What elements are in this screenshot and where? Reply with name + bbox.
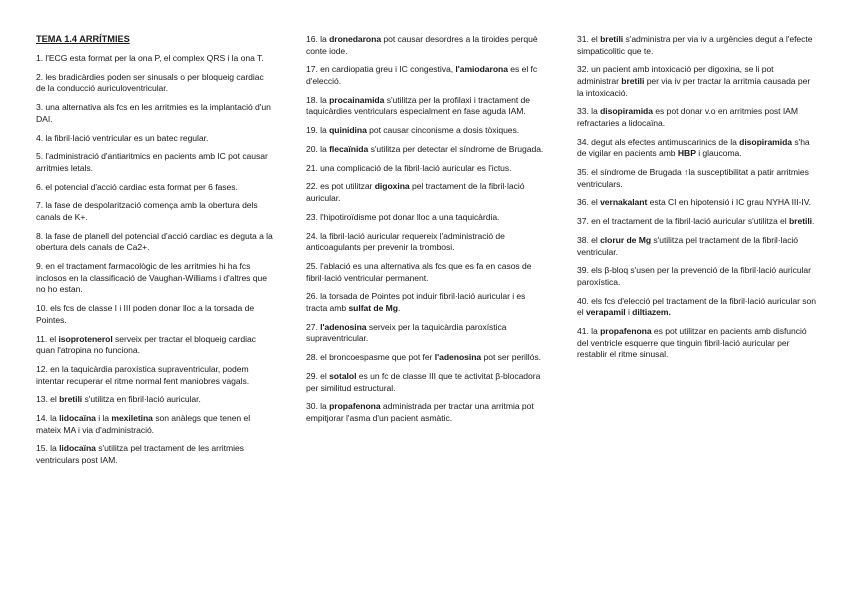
- statement-text: la: [320, 401, 330, 412]
- statement-text: la: [50, 413, 60, 424]
- statement-item: [306, 322, 544, 345]
- statement-item: [306, 212, 544, 224]
- statement-text: la fase de despolarització comença amb la obertura dels canals de K+.: [36, 200, 258, 223]
- statement-text: .: [812, 216, 815, 227]
- drug-name: HBP: [677, 148, 696, 159]
- statement-number: 36.: [577, 197, 589, 208]
- statement-text: la fibril·lació ventricular es un batec regular.: [45, 132, 209, 143]
- statement-item: [577, 296, 817, 319]
- statement-item: [36, 334, 274, 357]
- statement-item: [36, 182, 274, 194]
- statement-text: la: [320, 125, 330, 136]
- statement-item: [36, 200, 274, 223]
- drug-name: sotalol: [329, 370, 357, 381]
- statement-item: [306, 352, 544, 364]
- statement-text: i: [625, 307, 633, 318]
- statement-item: [306, 34, 544, 57]
- statement-text: pel tractament de la fibril·lació auricular.: [306, 181, 525, 204]
- statement-number: 34.: [577, 136, 589, 147]
- statement-text: els fcs de classe I i III poden donar lloc a la torsada de Pointes.: [36, 303, 255, 325]
- statement-text: l'hipotiroïdisme pot donar lloc a una taquicàrdia.: [320, 211, 500, 222]
- statement-text: la: [320, 94, 330, 105]
- statement-number: 7.: [36, 200, 44, 211]
- statement-text: s'utilitza per detectar el síndrome de Brugada.: [368, 143, 544, 154]
- statement-number: 16.: [306, 34, 318, 44]
- statement-text: administrada per tractar una arritmia pot empitjorar l'asma d'un pacient asmàtic.: [306, 401, 534, 423]
- statement-text: les bradicàrdies poden ser sinusals o per bloqueig cardiac de la conducció auriculoventricular.: [36, 71, 264, 94]
- statement-item: [577, 235, 817, 258]
- statement-item: [36, 72, 274, 95]
- statement-number: 19.: [306, 125, 318, 136]
- statement-number: 8.: [36, 230, 44, 241]
- statement-item: [36, 102, 274, 125]
- statement-number: 14.: [36, 413, 48, 424]
- statement-number: 6.: [36, 181, 44, 192]
- statement-number: 1.: [36, 53, 44, 63]
- statement-text: una alternativa als fcs en les arritmies es la implantació d'un DAI.: [36, 102, 271, 124]
- statement-text: la: [320, 34, 330, 44]
- statement-text: en el tractament farmacològic de les arritmies hi ha fcs inclosos en la classificació de Vaughan-Williams i d'altres que no ho estan.: [36, 261, 267, 295]
- statement-text: l'administració d'antiaritmics en pacients amb IC pot causar arritmies letals.: [36, 151, 268, 173]
- drug-name: vernakalant: [600, 197, 648, 208]
- statement-text: degut als efectes antimuscarinics de la: [591, 136, 740, 147]
- column-3: [577, 34, 817, 368]
- statement-text: el potencial d'acció cardiac esta format per 6 fases.: [45, 181, 238, 192]
- drug-name: digoxina: [374, 181, 410, 192]
- statement-text: es pot utilitzar en pacients amb disfunció del ventricle esquerre que tinguin fibril·lació auricular per restablir el ritme sinusal.: [577, 326, 807, 360]
- statement-text: pot causar desordres a la tiroides perquè conte iode.: [306, 34, 538, 56]
- drug-name: bretili: [600, 34, 624, 44]
- statement-text: el síndrome de Brugada ↑la susceptibilitat a patir arritmies ventriculars.: [577, 167, 809, 189]
- drug-name: procainamida: [329, 94, 385, 105]
- statement-text: es pot donar v.o en arritmies post IAM refractaries a lidocaïna.: [577, 106, 798, 128]
- drug-name: lidocaïna: [59, 443, 96, 454]
- drug-name: verapamil: [585, 307, 626, 318]
- statement-item: [36, 364, 274, 387]
- statement-item: [36, 133, 274, 145]
- drug-name: propafenona: [329, 401, 381, 412]
- statement-item: [36, 413, 274, 436]
- column-2: [306, 34, 544, 432]
- statement-number: 24.: [306, 230, 318, 241]
- statement-item: [577, 216, 817, 228]
- statement-number: 35.: [577, 167, 589, 178]
- statement-text: un pacient amb intoxicació per digoxina, se li pot administrar: [577, 64, 774, 86]
- statement-item: [306, 181, 544, 204]
- statement-number: 37.: [577, 216, 589, 227]
- statement-text: l'ablació es una alternativa als fcs que es fa en casos de fibril·lació ventricular permanent.: [306, 261, 532, 283]
- statement-number: 13.: [36, 394, 48, 405]
- statement-number: 25.: [306, 261, 318, 271]
- statement-item: [306, 371, 544, 394]
- drug-name: quinidina: [329, 125, 367, 136]
- statement-number: 17.: [306, 64, 318, 75]
- drug-name: bretili: [621, 75, 645, 86]
- statement-text: en la taquicàrdia paroxística supraventricular, podem intentar recuperar el ritme normal fent maniobres vagals.: [36, 363, 250, 386]
- statement-item: [306, 261, 544, 284]
- drug-name: dronedarona: [329, 34, 382, 44]
- statement-item: [306, 144, 544, 156]
- statement-text: el: [591, 34, 601, 44]
- statement-number: 20.: [306, 143, 318, 154]
- statement-number: 30.: [306, 401, 318, 412]
- statement-text: els β-bloq s'usen per la prevenció de la fibril·lació auricular paroxística.: [577, 265, 811, 287]
- statement-item: [306, 401, 544, 424]
- statement-text: es un fc de classe III que te activitat β-blocadora per similitud estructural.: [306, 370, 541, 393]
- page-title: TEMA 1.4 ARRÍTMIES: [36, 34, 130, 44]
- statement-number: 21.: [306, 162, 318, 173]
- statement-text: el: [591, 235, 601, 246]
- statement-text: el: [591, 197, 601, 208]
- statement-text: es pot utilitzar: [320, 181, 375, 192]
- statement-text: la: [591, 326, 601, 337]
- column-1: [36, 34, 274, 474]
- statement-number: 33.: [577, 106, 589, 117]
- statement-item: [577, 167, 817, 190]
- statement-number: 29.: [306, 370, 318, 381]
- statement-text: s'ha de vigilar en pacients amb: [577, 136, 810, 159]
- statement-text: l'ECG esta format per la ona P, el complex QRS i la ona T.: [45, 53, 264, 63]
- statement-number: 22.: [306, 181, 318, 192]
- statement-item: [577, 34, 817, 57]
- statement-item: [577, 64, 817, 99]
- statement-number: 2.: [36, 71, 44, 82]
- statement-number: 10.: [36, 303, 48, 314]
- drug-name: sulfat de Mg: [348, 302, 398, 313]
- statement-number: 15.: [36, 443, 48, 454]
- statement-text: s'utilitza per la profilaxi i tractament de taquicàrdies ventriculars especialment en fase aguda IAM.: [306, 94, 530, 117]
- statement-text: la: [320, 143, 330, 154]
- statement-item: [306, 291, 544, 314]
- statement-number: 18.: [306, 94, 318, 105]
- statement-text: la fibril·lació auricular requereix l'administració de anticoagulants per prevenir la trombosi.: [306, 230, 505, 253]
- statement-number: 11.: [36, 333, 48, 344]
- statement-text: una complicació de la fibril·lació auricular es l'ictus.: [320, 162, 512, 173]
- drug-name: isoprotenerol: [58, 333, 113, 344]
- statement-number: 32.: [577, 64, 589, 75]
- drug-name: disopiramida: [600, 106, 653, 117]
- statement-number: 27.: [306, 321, 318, 332]
- statement-text: el broncoespasme que pot fer: [320, 352, 435, 363]
- statement-number: 5.: [36, 151, 44, 162]
- statement-item: [36, 231, 274, 254]
- statement-item: [306, 64, 544, 87]
- drug-name: lidocaïna: [59, 413, 96, 424]
- statement-item: [577, 326, 817, 361]
- statement-item: [306, 231, 544, 254]
- statement-text: el: [50, 394, 60, 405]
- drug-name: l'adenosina: [434, 352, 482, 363]
- statement-item: [577, 137, 817, 160]
- statement-text: s'utilitza pel tractament de la fibril·lació ventricular.: [577, 235, 799, 257]
- statement-number: 38.: [577, 235, 589, 246]
- statement-text: en el tractament de la fibril·lació auricular s'utilitza el: [591, 216, 789, 227]
- statement-item: [36, 151, 274, 174]
- statement-text: la torsada de Pointes pot induir fibril·lació auricular i es tracta amb: [306, 291, 526, 313]
- statement-number: 40.: [577, 295, 589, 306]
- statement-text: en cardiopatia greu i IC congestiva,: [320, 64, 456, 75]
- statement-item: [36, 53, 274, 65]
- statement-text: s'utilitza pel tractament de les arritmies ventriculars post IAM.: [36, 443, 244, 466]
- statement-number: 4.: [36, 132, 44, 143]
- statement-item: [577, 197, 817, 209]
- drug-name: disopiramida: [739, 136, 793, 147]
- statement-text: esta CI en hipotensió i IC grau NYHA III-IV.: [647, 197, 811, 208]
- statement-text: es el fc d'elecció.: [306, 64, 538, 86]
- drug-name: l'amiodarona: [455, 64, 508, 75]
- statement-text: la: [50, 443, 60, 454]
- statement-number: 23.: [306, 211, 318, 222]
- statement-text: els fcs d'elecció pel tractament de la fibril·lació auricular son el: [577, 295, 816, 318]
- statement-text: i la: [95, 413, 112, 424]
- drug-name: bretili: [788, 216, 813, 227]
- statement-number: 26.: [306, 291, 318, 302]
- statement-number: 3.: [36, 102, 44, 113]
- drug-name: bretili: [59, 394, 83, 405]
- statement-item: [36, 261, 274, 296]
- statement-item: [577, 265, 817, 288]
- statement-item: [36, 443, 274, 466]
- statement-item: [577, 106, 817, 129]
- drug-name: diltiazem.: [632, 307, 671, 318]
- statement-item: [36, 303, 274, 326]
- statement-text: pot causar cinconisme a dosis tòxiques.: [366, 125, 520, 136]
- drug-name: l'adenosina: [320, 321, 367, 332]
- statement-text: la: [591, 106, 601, 117]
- statement-item: [306, 95, 544, 118]
- statement-number: 28.: [306, 352, 318, 363]
- statement-text: serveix per tractar el bloqueig cardiac quan l'atropina no funciona.: [36, 333, 256, 356]
- statement-number: 12.: [36, 363, 48, 374]
- statement-text: son anàlegs que tenen el mateix MA i via d'administració.: [36, 413, 251, 435]
- statement-text: s'utilitza en fibril·lació auricular.: [82, 394, 201, 405]
- statement-text: el: [49, 333, 59, 344]
- statement-text: serveix per la taquicàrdia paroxística supraventricular.: [306, 321, 507, 344]
- statement-number: 41.: [577, 326, 589, 337]
- statement-number: 9.: [36, 261, 44, 272]
- statement-item: [306, 125, 544, 137]
- statement-text: pot ser perillós.: [481, 352, 541, 363]
- drug-name: flecaïnida: [329, 143, 369, 154]
- statement-text: el: [320, 370, 330, 381]
- statement-item: [36, 394, 274, 406]
- drug-name: propafenona: [600, 326, 652, 337]
- statement-text: per via iv per tractar la arritmia causada per la intoxicació.: [577, 75, 811, 98]
- statement-item: [306, 163, 544, 175]
- statement-text: .: [397, 302, 401, 313]
- statement-text: la fase de planell del potencial d'acció cardiac es deguta a la obertura dels canals de Ca2+.: [36, 230, 273, 253]
- statement-number: 31.: [577, 34, 589, 44]
- drug-name: clorur de Mg: [600, 235, 652, 246]
- statement-text: i glaucoma.: [695, 148, 742, 159]
- drug-name: mexiletina: [111, 413, 153, 424]
- statement-text: s'administra per via iv a urgències degut a l'efecte simpaticolitic que te.: [577, 34, 813, 56]
- statement-number: 39.: [577, 265, 589, 276]
